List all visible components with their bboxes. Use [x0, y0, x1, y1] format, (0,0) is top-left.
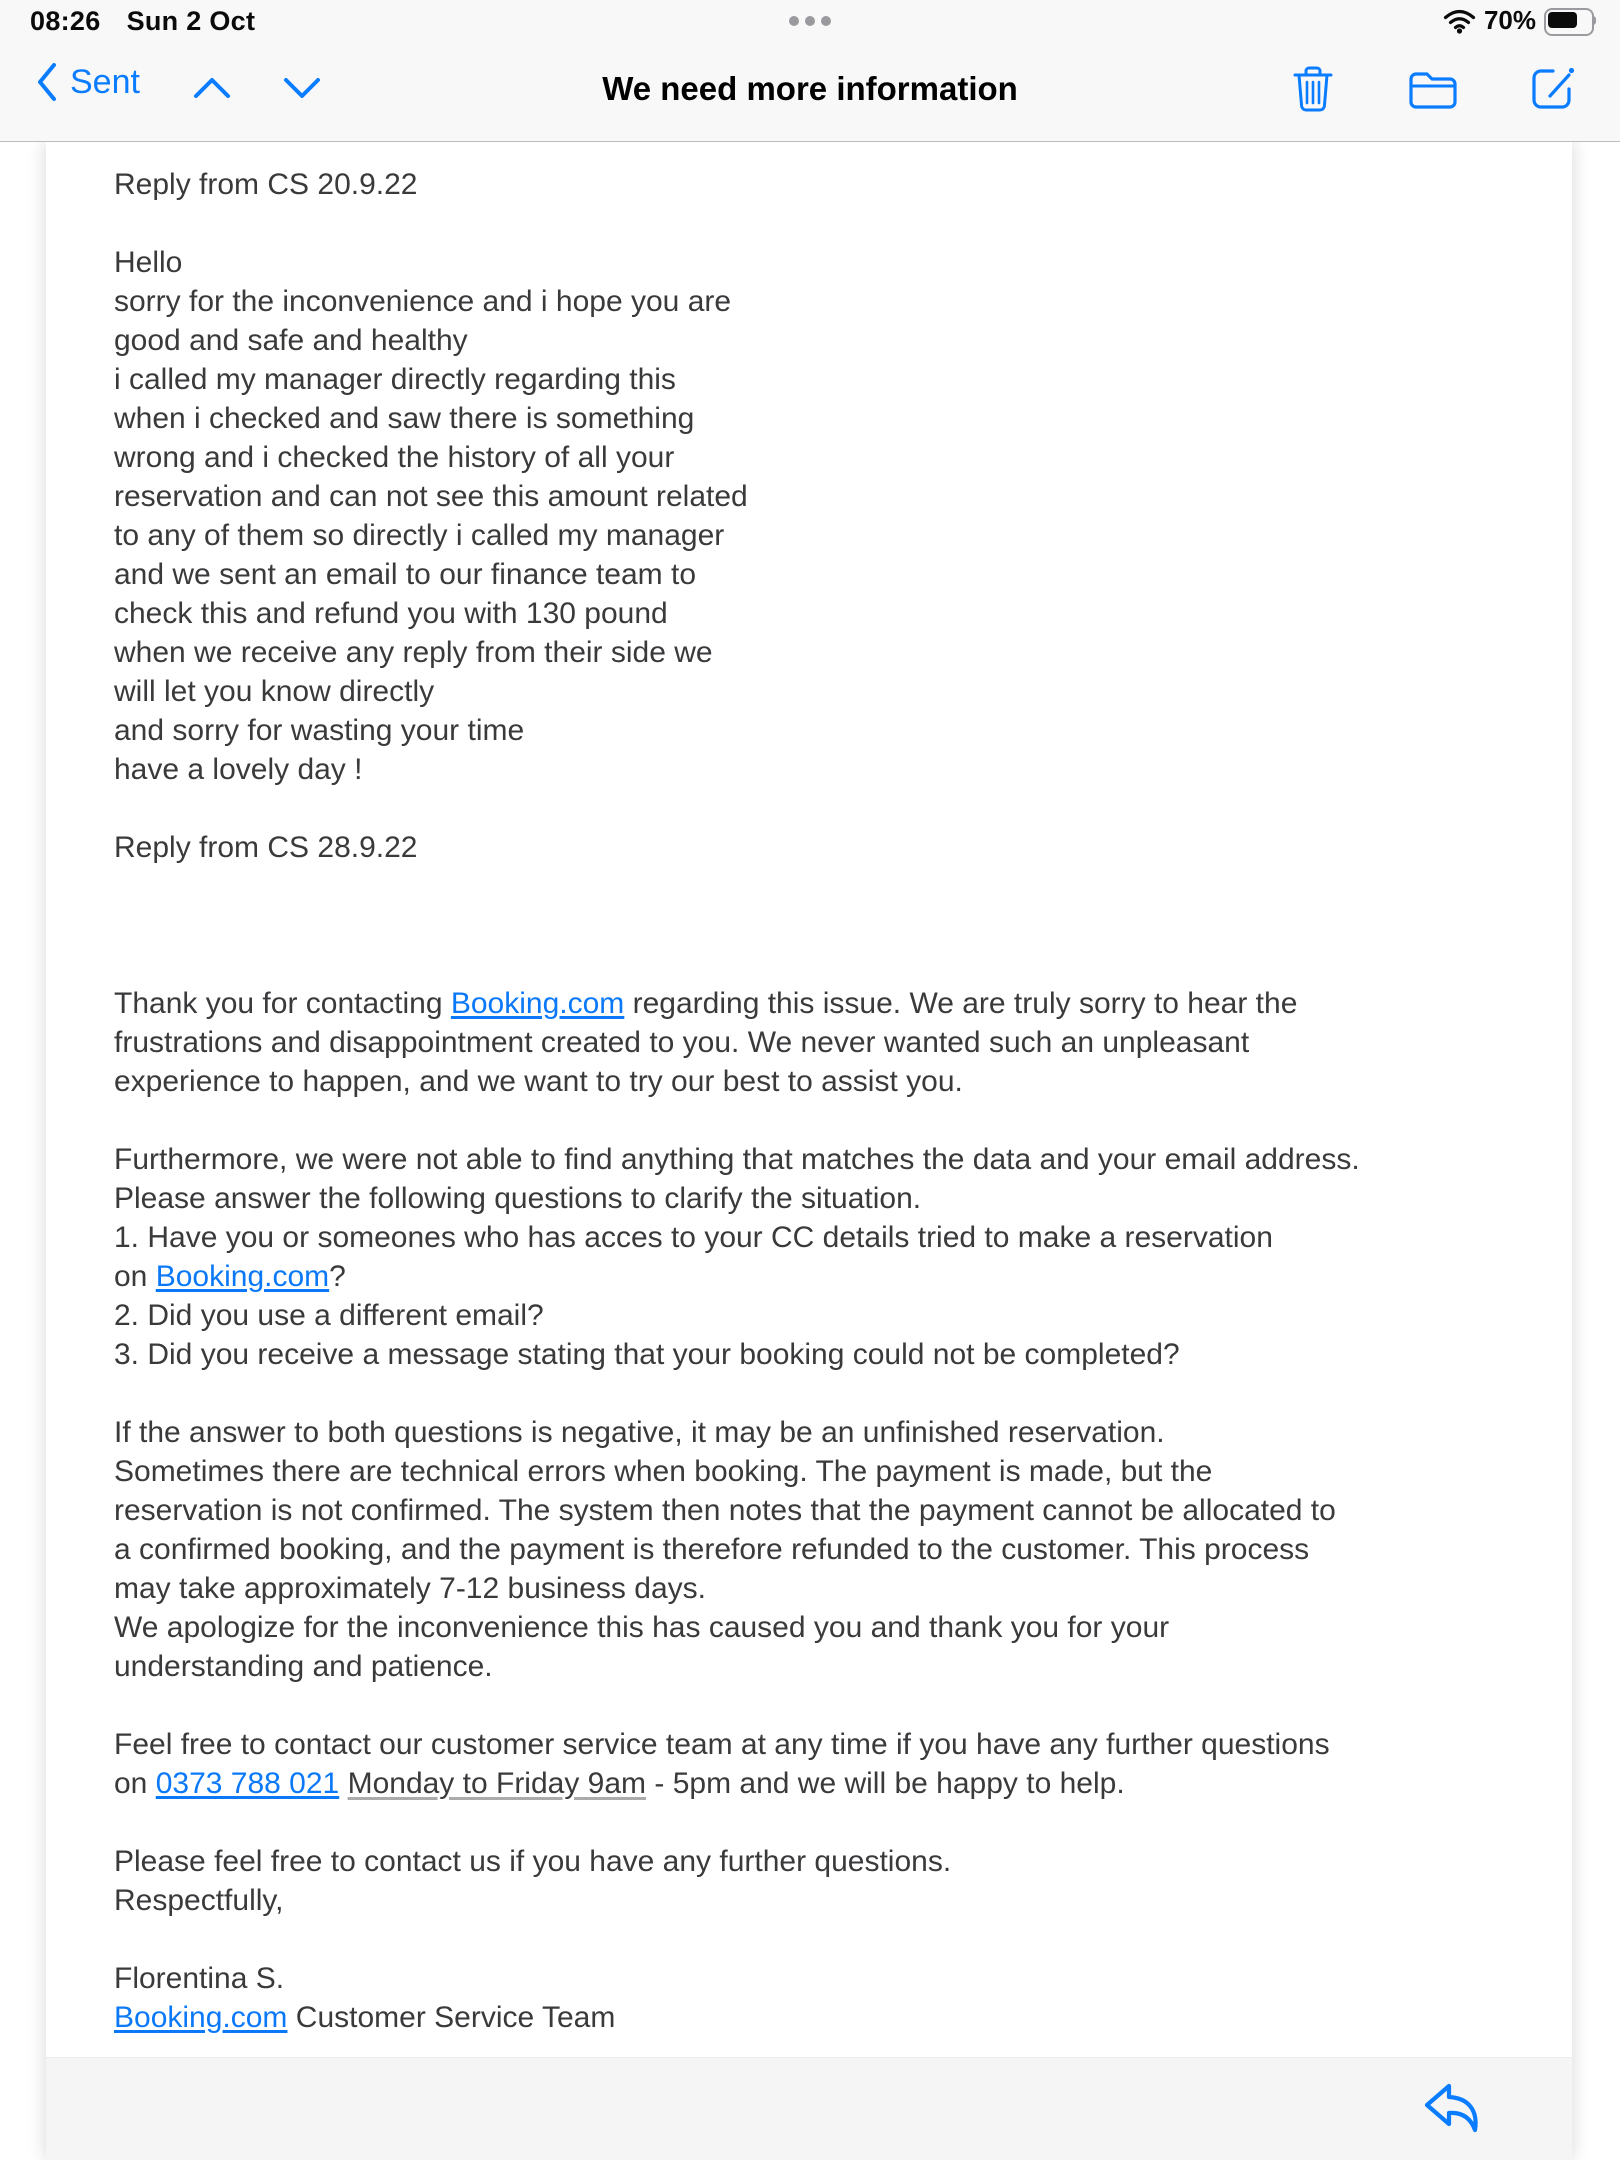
email-body-line: [114, 1686, 1532, 1725]
text-segment: check this and refund you with 130 pound: [114, 597, 668, 630]
text-segment: Sometimes there are technical errors when booking. The payment is made, but the: [114, 1455, 1213, 1488]
email-body-line: [114, 1062, 1532, 1101]
email-body-line: [114, 1335, 1532, 1374]
text-segment: when i checked and saw there is something: [114, 402, 695, 435]
email-body: [114, 165, 1532, 2037]
folder-button[interactable]: [1408, 70, 1458, 110]
text-segment: when we receive any reply from their side we: [114, 636, 713, 669]
text-segment: If the answer to both questions is negative, it may be an unfinished reservation.: [114, 1416, 1165, 1449]
email-body-line: [114, 867, 1532, 906]
text-segment: 1. Have you or someones who has acces to your CC details tried to make a reservation: [114, 1221, 1273, 1254]
email-body-line: [114, 1452, 1532, 1491]
email-body-line: [114, 1569, 1532, 1608]
email-body-line: [114, 1764, 1532, 1803]
battery-icon: [1544, 8, 1596, 34]
email-body-line: [114, 1998, 1532, 2037]
text-segment: Furthermore, we were not able to find anything that matches the data and your email address.: [114, 1143, 1360, 1176]
multitasking-indicator: [0, 13, 1620, 31]
email-body-line: [114, 321, 1532, 360]
email-body-line: [114, 789, 1532, 828]
reply-button[interactable]: [1420, 2078, 1484, 2136]
text-segment: experience to happen, and we want to try our best to assist you.: [114, 1065, 963, 1098]
text-segment: i called my manager directly regarding this: [114, 363, 676, 396]
email-body-line: [114, 1959, 1532, 1998]
email-body-line: [114, 1296, 1532, 1335]
message-card: [46, 141, 1572, 2160]
nav-bar: [0, 40, 1620, 142]
email-body-line: [114, 594, 1532, 633]
text-segment: Customer Service Team: [287, 2001, 616, 2034]
text-segment: good and safe and healthy: [114, 324, 468, 357]
text-segment: and we sent an email to our finance team to: [114, 558, 697, 591]
email-body-line: [114, 1101, 1532, 1140]
text-segment: may take approximately 7-12 business days.: [114, 1572, 706, 1605]
text-segment: Please answer the following questions to clarify the situation.: [114, 1182, 922, 1215]
text-segment: have a lovely day !: [114, 753, 363, 786]
back-label: Sent: [70, 62, 140, 101]
text-segment: a confirmed booking, and the payment is therefore refunded to the customer. This process: [114, 1533, 1310, 1566]
email-body-line: [114, 1140, 1532, 1179]
text-segment: Hello: [114, 246, 183, 279]
text-segment: and sorry for wasting your time: [114, 714, 525, 747]
email-body-line: [114, 555, 1532, 594]
text-segment: 3. Did you receive a message stating that your booking could not be completed?: [114, 1338, 1180, 1371]
email-body-line: [114, 360, 1532, 399]
email-body-line: [114, 672, 1532, 711]
text-segment: Thank you for contacting: [114, 987, 451, 1020]
email-body-line: [114, 1491, 1532, 1530]
email-body-line: [114, 1374, 1532, 1413]
text-segment: Reply from CS 28.9.22: [114, 831, 418, 864]
wifi-icon: [1443, 8, 1476, 34]
text-segment: We apologize for the inconvenience this has caused you and thank you for your: [114, 1611, 1170, 1644]
email-body-line: [114, 438, 1532, 477]
trash-icon: [1292, 64, 1334, 114]
email-body-line: [114, 1803, 1532, 1842]
email-body-line: [114, 1647, 1532, 1686]
compose-button[interactable]: [1528, 64, 1576, 112]
email-body-line: [114, 828, 1532, 867]
booking-com-link[interactable]: Booking.com: [114, 2001, 288, 2034]
email-body-line: [114, 165, 1532, 204]
email-body-line: [114, 945, 1532, 984]
status-bar: [0, 0, 1620, 40]
email-body-line: [114, 1920, 1532, 1959]
text-segment: Respectfully,: [114, 1884, 284, 1917]
booking-com-link[interactable]: Booking.com: [450, 987, 625, 1020]
compose-icon: [1528, 64, 1576, 112]
text-segment: frustrations and disappointment created to you. We never wanted such an unpleasant: [114, 1026, 1250, 1059]
status-right: [1443, 5, 1596, 36]
email-body-line: [114, 1179, 1532, 1218]
reply-icon: [1420, 2078, 1484, 2136]
clock-text: 08:26: [30, 6, 101, 36]
email-body-line: [114, 1023, 1532, 1062]
email-body-line: [114, 243, 1532, 282]
text-segment: reservation is not confirmed. The system then notes that the payment cannot be allocated to: [114, 1494, 1336, 1527]
text-segment: will let you know directly: [114, 675, 435, 708]
email-body-line: [114, 906, 1532, 945]
email-body-line: [114, 1218, 1532, 1257]
email-body-line: [114, 399, 1532, 438]
folder-icon: [1408, 70, 1458, 110]
email-body-line: [114, 1413, 1532, 1452]
text-segment: ?: [329, 1260, 346, 1293]
text-segment: wrong and i checked the history of all your: [114, 441, 675, 474]
text-segment: on: [114, 1767, 156, 1800]
email-body-line: [114, 750, 1532, 789]
text-segment: sorry for the inconvenience and i hope you are: [114, 285, 732, 318]
booking-com-link[interactable]: Booking.com: [155, 1260, 330, 1293]
phone-link[interactable]: 0373 788 021: [155, 1767, 340, 1800]
text-segment: [339, 1767, 347, 1800]
text-segment: - 5pm and we will be happy to help.: [646, 1767, 1125, 1800]
email-body-line: [114, 711, 1532, 750]
text-segment: Feel free to contact our customer service team at any time if you have any further questions: [114, 1728, 1330, 1761]
text-segment: Please feel free to contact us if you have any further questions.: [114, 1845, 952, 1878]
email-body-line: [114, 282, 1532, 321]
date-text: Sun 2 Oct: [126, 6, 256, 36]
text-segment: reservation and can not see this amount related: [114, 480, 748, 513]
text-segment: on: [114, 1260, 156, 1293]
email-body-line: [114, 204, 1532, 243]
text-segment: 2. Did you use a different email?: [114, 1299, 544, 1332]
email-body-line: [114, 1257, 1532, 1296]
email-body-line: [114, 1530, 1532, 1569]
text-segment: understanding and patience.: [114, 1650, 493, 1683]
text-segment: Florentina S.: [114, 1962, 285, 1995]
text-segment: Reply from CS 20.9.22: [114, 168, 418, 201]
email-body-line: [114, 984, 1532, 1023]
bottom-bar: [46, 2057, 1572, 2160]
email-body-line: [114, 516, 1532, 555]
email-body-line: [114, 1842, 1532, 1881]
schedule-detected-text[interactable]: Monday to Friday 9am: [347, 1767, 647, 1800]
battery-percent: 70%: [1483, 5, 1536, 35]
text-segment: to any of them so directly i called my manager: [114, 519, 725, 552]
page-title: We need more information: [602, 70, 1018, 107]
email-body-line: [114, 1881, 1532, 1920]
email-body-line: [114, 1725, 1532, 1764]
email-body-line: [114, 1608, 1532, 1647]
email-body-line: [114, 633, 1532, 672]
trash-button[interactable]: [1292, 64, 1334, 114]
text-segment: regarding this issue. We are truly sorry to hear the: [624, 987, 1298, 1020]
email-body-line: [114, 477, 1532, 516]
